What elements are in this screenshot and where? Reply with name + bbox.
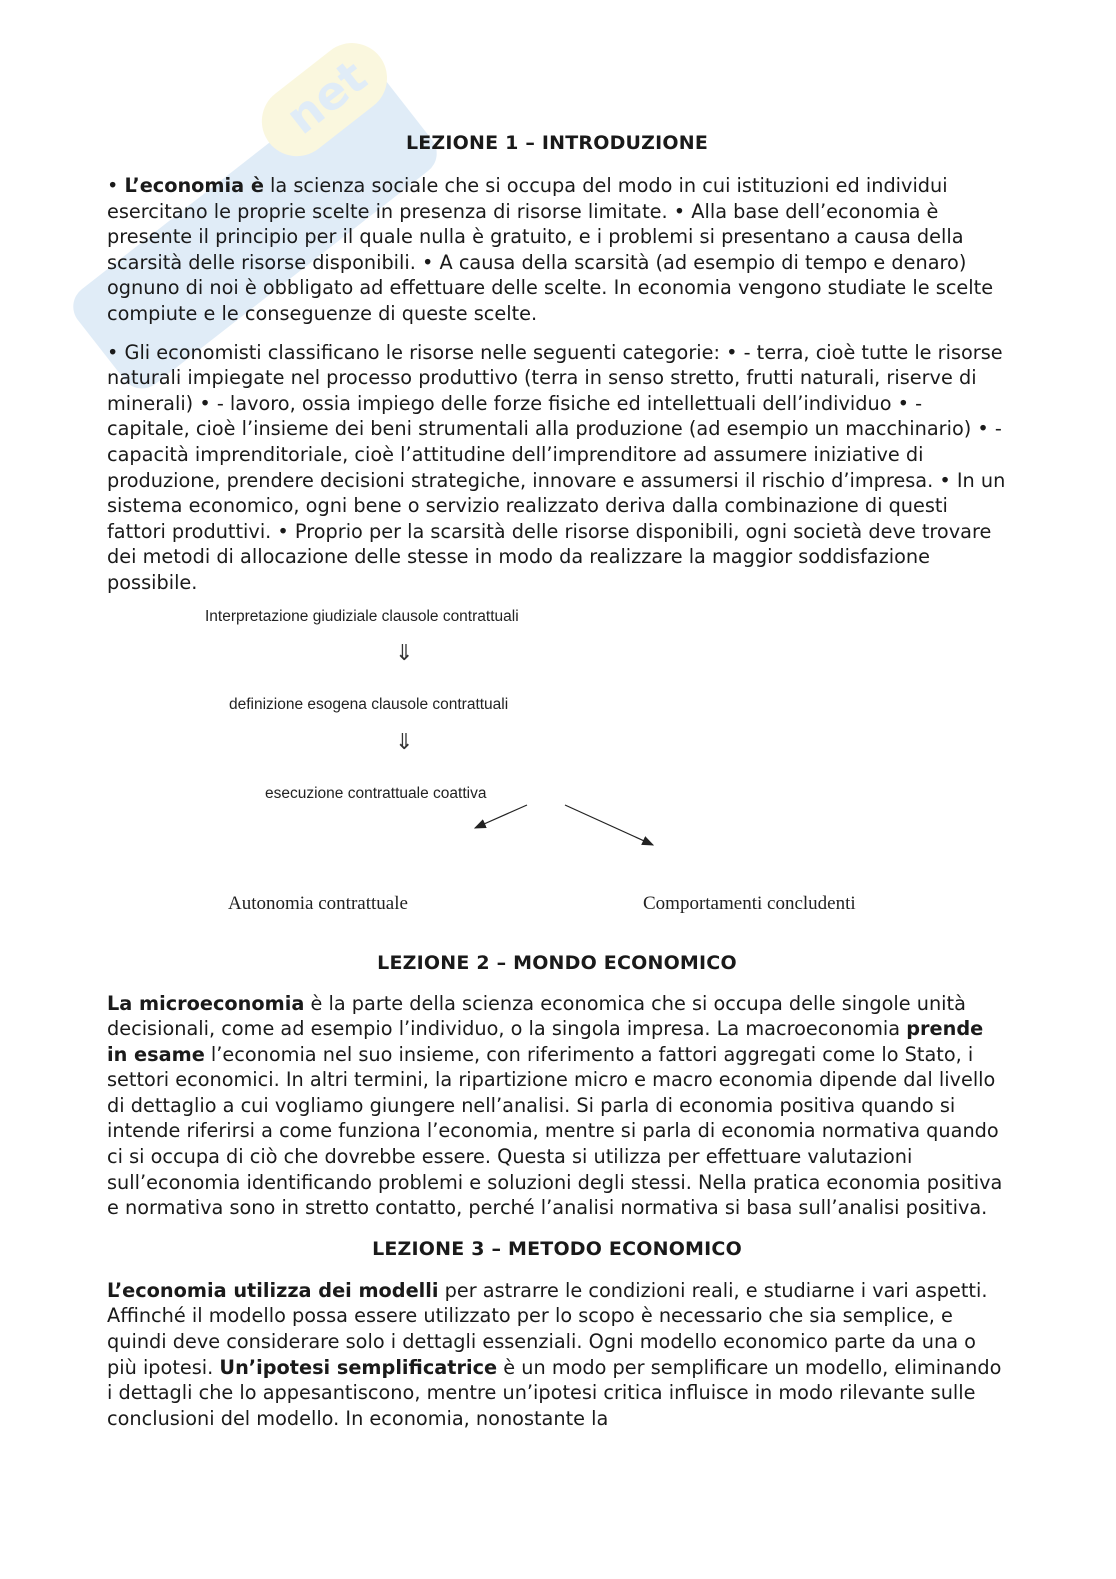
bullet: • xyxy=(107,174,125,197)
lesson2-title: LEZIONE 2 – MONDO ECONOMICO xyxy=(377,951,737,974)
branch-left-arrow xyxy=(475,805,527,828)
branch-right-arrow xyxy=(565,805,653,845)
lesson2-paragraph xyxy=(107,991,1007,1221)
diagram-step2: definizione esogena clausole contrattuali xyxy=(229,695,509,713)
down-arrow-icon: ⇓ xyxy=(395,728,414,754)
lesson3-text2: è un modo per semplificare un modello, eliminando i dettagli che lo appesantiscono, mentre un’ipotesi critica influisce in modo rilevante sulle conclusioni del modello. In economia, nonostante la xyxy=(107,1355,1002,1430)
diagram-step3: esecuzione contrattuale coattiva xyxy=(265,784,487,802)
lesson3-bold-phrase: Un’ipotesi semplificatrice xyxy=(219,1355,498,1379)
lesson3-bold-term: L’economia utilizza dei modelli xyxy=(107,1278,439,1302)
contract-flow-diagram xyxy=(107,604,1007,952)
lesson1-title: LEZIONE 1 – INTRODUZIONE xyxy=(405,132,709,154)
watermark-text: net xyxy=(275,49,377,145)
lesson3-paragraph xyxy=(107,1278,1007,1432)
lesson3-text1: per astrarre le condizioni reali, e studiarne i vari aspetti. Affinché il modello possa essere utilizzato per lo scopo è necessario che sia semplice, e quindi deve considerare solo i dettagli essenziali. Ogni modello economico parte da una o più ipotesi. xyxy=(107,1278,988,1379)
lesson1-p1-text: la scienza sociale che si occupa del modo in cui istituzioni ed individui esercitano le proprie scelte in presenza di risorse limitate. • Alla base dell’economia è presente il principio per il quale nulla è gratuito, e i problemi si presentano a causa della scarsità delle risorse disponibili. • A causa della scarsità (ad esempio di tempo e denaro) ognuno di noi è obbligato ad effettuare delle scelte. In economia vengono studiate le scelte compiute e le conseguenze di queste scelte. xyxy=(107,174,994,325)
lesson1-bold-term: L’economia è xyxy=(124,174,264,197)
document-page xyxy=(107,128,1007,1431)
down-arrow-icon: ⇓ xyxy=(395,639,414,665)
lesson1-paragraph2: • Gli economisti classificano le risorse nelle seguenti categorie: • - terra, cioè tutte le risorse naturali impiegate nel processo produttivo (terra in senso stretto, frutti naturali, riserve di minerali) • - lavoro, ossia impiego delle forze fisiche ed intellettuali dell’individuo • - capitale, cioè l’insieme dei beni strumentali alla produzione (ad esempio un macchinario) • -capacità imprenditoriale, cioè l’attitudine dell’imprenditore ad assumere iniziative di produzione, prendere decisioni strategiche, innovare e assumersi il rischio d’impresa. • In un sistema economico, ogni bene o servizio realizzato deriva dalla combinazione di questi fattori produttivi. • Proprio per la scarsità delle risorse disponibili, ogni società deve trovare dei metodi di allocazione delle stesse in modo da realizzare la maggior soddisfazione possibile. xyxy=(107,340,1006,594)
lesson2-text1: è la parte della scienza economica che si occupa delle singole unità decisionali, come ad esempio l’individuo, o la singola impresa. La macroeconomia xyxy=(107,991,966,1041)
lesson2-bold-phrase: prende in esame xyxy=(107,1017,984,1066)
lesson2-bold-term: La microeconomia xyxy=(107,991,305,1015)
lesson3-title: LEZIONE 3 – METODO ECONOMICO xyxy=(372,1237,742,1260)
diagram-step1: Interpretazione giudiziale clausole contrattuali xyxy=(205,607,519,625)
lesson2-text2: l’economia nel suo insieme, con riferimento a fattori aggregati come lo Stato, i settori economici. In altri termini, la ripartizione micro e macro economia dipende dal livello di dettaglio a cui vogliamo giungere nell’analisi. Si parla di economia positiva quando si intende riferirsi a come funziona l’economia, mentre si parla di economia normativa quando ci si occupa di ciò che dovrebbe essere. Questa si utilizza per effettuare valutazioni sull’economia identificando problemi e soluzioni degli stessi. Nella pratica economia positiva e normativa sono in stretto contatto, perché l’analisi normativa si basa sull’analisi positiva. xyxy=(107,1042,1003,1220)
lesson1-paragraph1 xyxy=(107,173,1007,327)
diagram-right-outcome: Comportamenti concludenti xyxy=(643,892,856,914)
diagram-left-outcome: Autonomia contrattuale xyxy=(228,892,408,914)
